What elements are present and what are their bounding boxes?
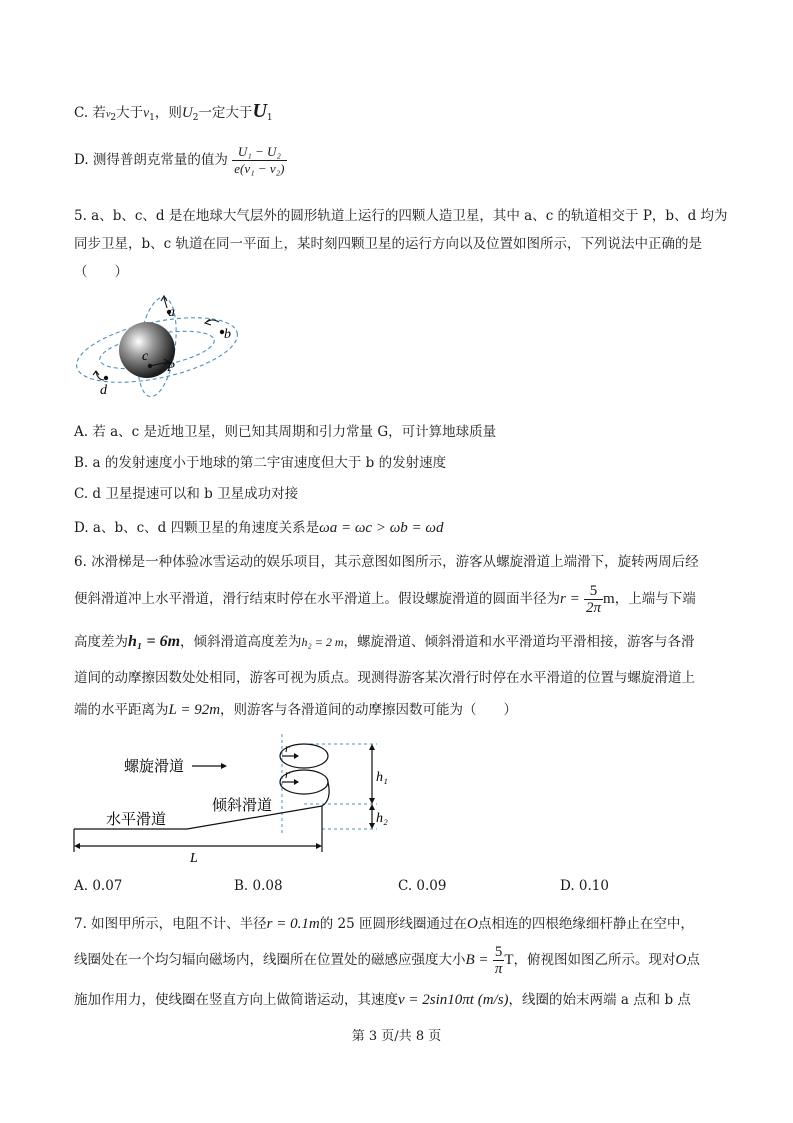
q6-choice-c[interactable]: C. 0.09: [398, 878, 447, 894]
label-c: c: [142, 349, 149, 364]
q4-option-d: D. 测得普朗克常量的值为 $\frac{\text{U₁ − U₂}}{\text{e(v₁ − v₂)}}$: [74, 144, 285, 176]
q6-ice-slide-figure: [72, 734, 402, 866]
q5-satellite-figure: [72, 292, 262, 400]
label-spiral: 螺旋滑道: [124, 759, 185, 775]
q6-choice-d[interactable]: D. 0.10: [560, 878, 609, 894]
q5-omega-relation: ωa = ωc > ωb = ωd: [319, 520, 444, 536]
q5-stem-line-3: （ ）: [74, 264, 128, 280]
satellite-d: [104, 376, 108, 380]
label-p: P: [167, 359, 175, 374]
q5-option-a: A. 若 a、c 是近地卫星，则已知其周期和引力常量 G，可计算地球质量: [74, 424, 497, 440]
q4-option-c: C. 若$v_2$大于$v_1$，则$U_2$一定大于$U_1$: [74, 100, 273, 123]
q7-stem-line-2: 线圈处在一个均匀辐向磁场内，线圈所在位置处的磁感应强度大小B = $\frac{5}{\pi}$ T，俯视图如图乙所示。现对O点: [74, 944, 700, 977]
q7-b-fraction: $\frac{5}{\pi}$: [494, 944, 503, 977]
page-footer: 第 3 页/共 8 页: [351, 1029, 442, 1044]
q6-choice-b[interactable]: B. 0.08: [234, 878, 283, 894]
label-r-lower: r: [285, 767, 290, 781]
q7-stem-line-3: 施加作用力，使线圈在竖直方向上做简谐运动，其速度v = 2sin10πt (m/s)，线圈的始末两端 a 点和 b 点: [74, 992, 691, 1008]
q7-stem-line-1: 7. 如图甲所示，电阻不计、半径r = 0.1m的 25 匝圆形线圈通过在O点相连的四根绝缘细杆静止在空中，: [74, 916, 694, 932]
q6-stem-line-1: 6. 冰滑梯是一种体验冰雪运动的娱乐项目，其示意图如图所示，游客从螺旋滑道上端滑下，旋转两周后经: [74, 554, 699, 570]
q5-option-d: D. a、b、c、d 四颗卫星的角速度关系是ωa = ωc > ωb = ωd: [74, 520, 444, 536]
q6-choice-a[interactable]: A. 0.07: [74, 878, 123, 894]
label-incline: 倾斜滑道: [212, 798, 273, 814]
q6-stem-line-5: 端的水平距离为L = 92m，则游客与各滑道间的动摩擦因数可能为（ ）: [74, 702, 518, 718]
q5-option-c: C. d 卫星提速可以和 b 卫星成功对接: [74, 486, 299, 502]
q6-stem-line-3: 高度差为h₁ = 6m，倾斜滑道高度差为h₂ = 2 m，螺旋滑道、倾斜滑道和水平滑道均平滑相接，游客与各滑: [74, 633, 695, 650]
label-h2: h₂: [376, 811, 388, 826]
q6-radius-fraction: $\frac{5}{2\pi}$: [586, 583, 602, 616]
q6-stem-line-2: 便斜滑道冲上水平滑道，滑行结束时停在水平滑道上。假设螺旋滑道的圆面半径为r = $\frac{5}{2\pi}$ m，上端与下端: [74, 583, 696, 616]
q4-planck-fraction: $\frac{\text{U₁ − U₂}}{\text{e(v₁ − v₂)}}$: [234, 144, 285, 176]
q5-option-b: B. a 的发射速度小于地球的第二宇宙速度但大于 b 的发射速度: [74, 455, 447, 471]
label-h1: h₁: [376, 770, 388, 785]
q6-stem-line-4: 道间的动摩擦因数处处相同，游客可视为质点。现测得游客某次滑行时停在水平滑道的位置与螺旋滑道上: [74, 670, 695, 686]
label-b: b: [224, 327, 231, 342]
label-horizontal: 水平滑道: [106, 812, 167, 828]
label-a: a: [168, 305, 175, 320]
q5-stem-line-2: 同步卫星，b、c 轨道在同一平面上，某时刻四颗卫星的运行方向以及位置如图所示，下列说法中正确的是: [74, 236, 702, 252]
label-L: L: [190, 851, 198, 866]
label-r-upper: r: [285, 741, 290, 755]
q5-stem-line-1: 5. a、b、c、d 是在地球大气层外的圆形轨道上运行的四颗人造卫星，其中 a、c 的轨道相交于 P，b、d 均为: [74, 208, 728, 224]
label-d: d: [100, 383, 107, 398]
